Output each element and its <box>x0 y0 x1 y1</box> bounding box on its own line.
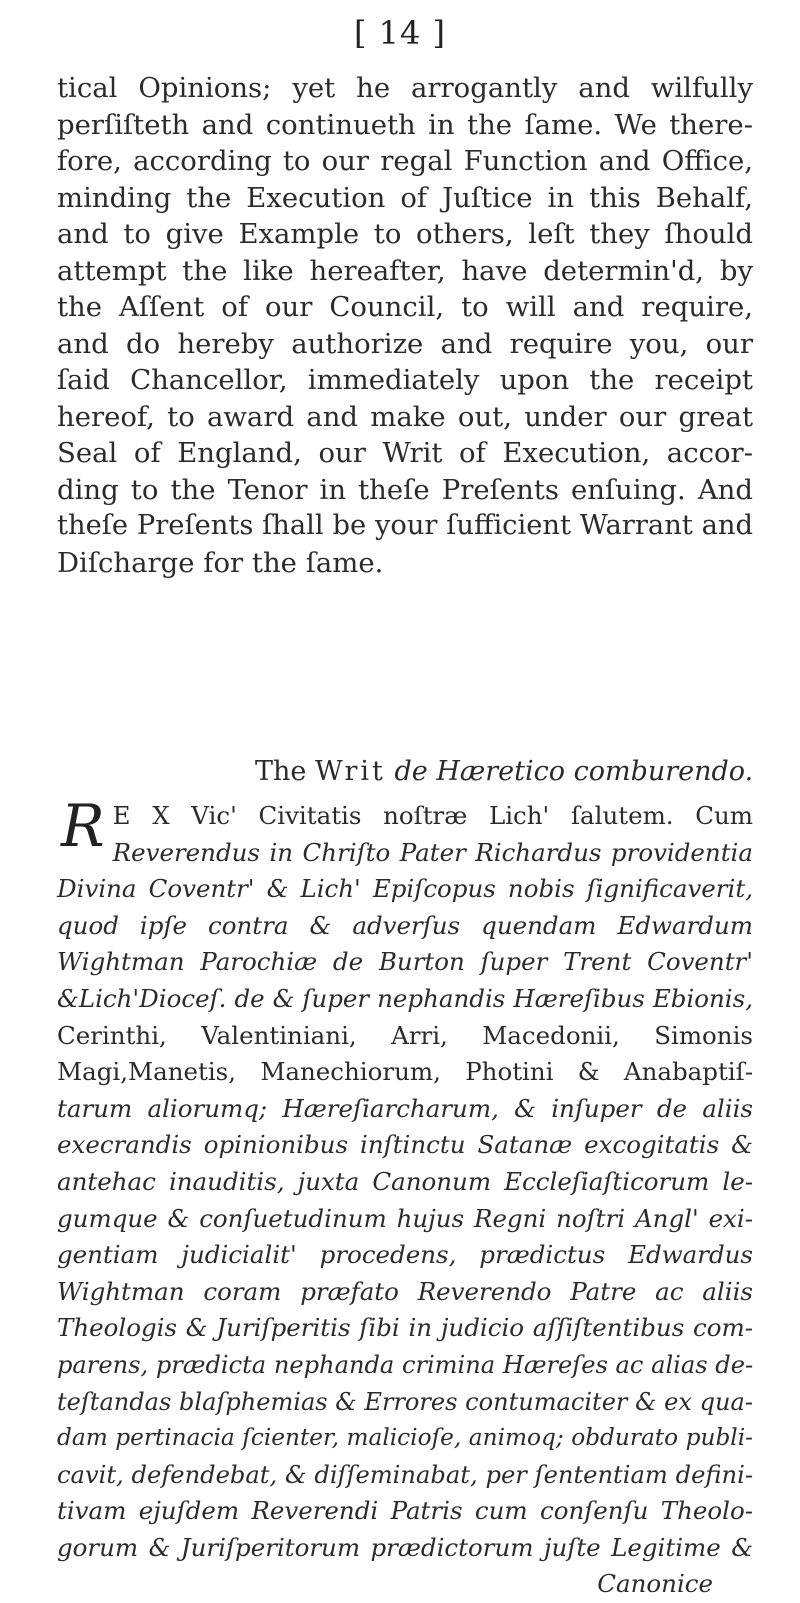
latin-line: Reverendus in Chriſto Pater Richardus providentia <box>112 837 753 867</box>
latin-line: gorum & Juriſperitorum prædictorum juſte Legitime & <box>57 1532 753 1562</box>
text-line: the Aſſent of our Council, to will and require, <box>57 291 753 323</box>
latin-writ-text <box>57 792 754 1603</box>
latin-line: gumque & conſuetudinum hujus Regni noſtri Angl' exi- <box>57 1203 753 1233</box>
latin-line: quod ipſe contra & adverſus quendam Edwardum <box>57 910 753 940</box>
text-line: and do hereby authorize and require you, our <box>57 327 753 360</box>
latin-line: Theologis & Juriſperitis ſibi in judicio aſſiſtentibus com- <box>57 1313 753 1343</box>
latin-line: Wightman coram præfato Reverendo Patre ac aliis <box>57 1276 753 1306</box>
heading-latin-title: de Hæretico comburendo. <box>385 756 754 787</box>
latin-line: parens, prædicta nephanda crimina Hæreſes ac alias de- <box>57 1350 754 1379</box>
latin-line: Cerinthi, Valentiniani, Arri, Macedonii, Simonis <box>57 1020 753 1050</box>
text-line: ding to the Tenor in theſe Preſents enſuing. And <box>57 473 753 506</box>
latin-line: gentiam judicialit' procedens, prædictus Edwardus <box>57 1240 753 1270</box>
text-line: tical Opinions; yet he arrogantly and wilfully <box>57 72 753 104</box>
latin-line: Wightman Parochiæ de Burton ſuper Trent Coventr' <box>57 947 753 977</box>
latin-line: Divina Coventr' & Lich' Epiſcopus nobis ſignificaverit, <box>57 874 753 904</box>
text-line: fore, according to our regal Function and Office, <box>57 145 753 177</box>
latin-line: antehac inauditis, juxta Canonum Eccleſiaſticorum le- <box>57 1166 753 1196</box>
latin-line: dam pertinacia ſcienter, malicioſe, animoq; obdurato publi- <box>57 1424 753 1452</box>
latin-line: tivam ejuſdem Reverendi Patris cum conſenſu Theolo- <box>57 1496 753 1526</box>
latin-line: tarum aliorumq; Hæreſiarcharum, & inſuper de aliis <box>57 1093 753 1123</box>
text-line: ſaid Chancellor, immediately upon the receipt <box>57 364 753 396</box>
english-paragraph <box>57 70 753 581</box>
text-line: Seal of England, our Writ of Execution, accor- <box>57 437 753 469</box>
text-line: and to give Example to others, leſt they ſhould <box>57 218 753 250</box>
heading-the: The <box>255 756 315 787</box>
page-number: [ 14 ] <box>353 14 447 52</box>
latin-line: &Lich'Dioceſ. de & ſuper nephandis Hæreſibus Ebionis, <box>57 983 753 1013</box>
text-line: theſe Preſents ſhall be your ſufficient Warrant and <box>57 510 753 541</box>
text-line: hereof, to award and make out, under our great <box>57 400 753 433</box>
latin-line: cavit, defendebat, & diſſeminabat, per ſententiam defini- <box>57 1460 753 1489</box>
latin-line: Canonice <box>597 1569 713 1599</box>
latin-line: Magi,Manetis, Manechiorum, Photini & Anabaptiſ- <box>57 1057 753 1087</box>
drop-cap: R <box>61 792 105 860</box>
latin-line: execrandis opinionibus inſtinctu Satanæ excogitatis & <box>57 1130 753 1160</box>
text-line: attempt the like hereafter, have determin'd, by <box>57 254 753 287</box>
latin-line: teſtandas blaſphemias & Errores contumaciter & ex qua- <box>57 1387 753 1416</box>
writ-heading <box>255 754 753 790</box>
text-line: Diſcharge for the ſame. <box>57 546 384 579</box>
heading-writ: Writ <box>314 756 386 787</box>
text-line: minding the Execution of Juſtice in this Behalf, <box>57 181 753 214</box>
text-line: perſiſteth and continueth in the ſame. We there- <box>57 108 753 141</box>
latin-line: E X Vic' Civitatis noſtræ Lich' ſalutem. Cum <box>112 801 753 830</box>
